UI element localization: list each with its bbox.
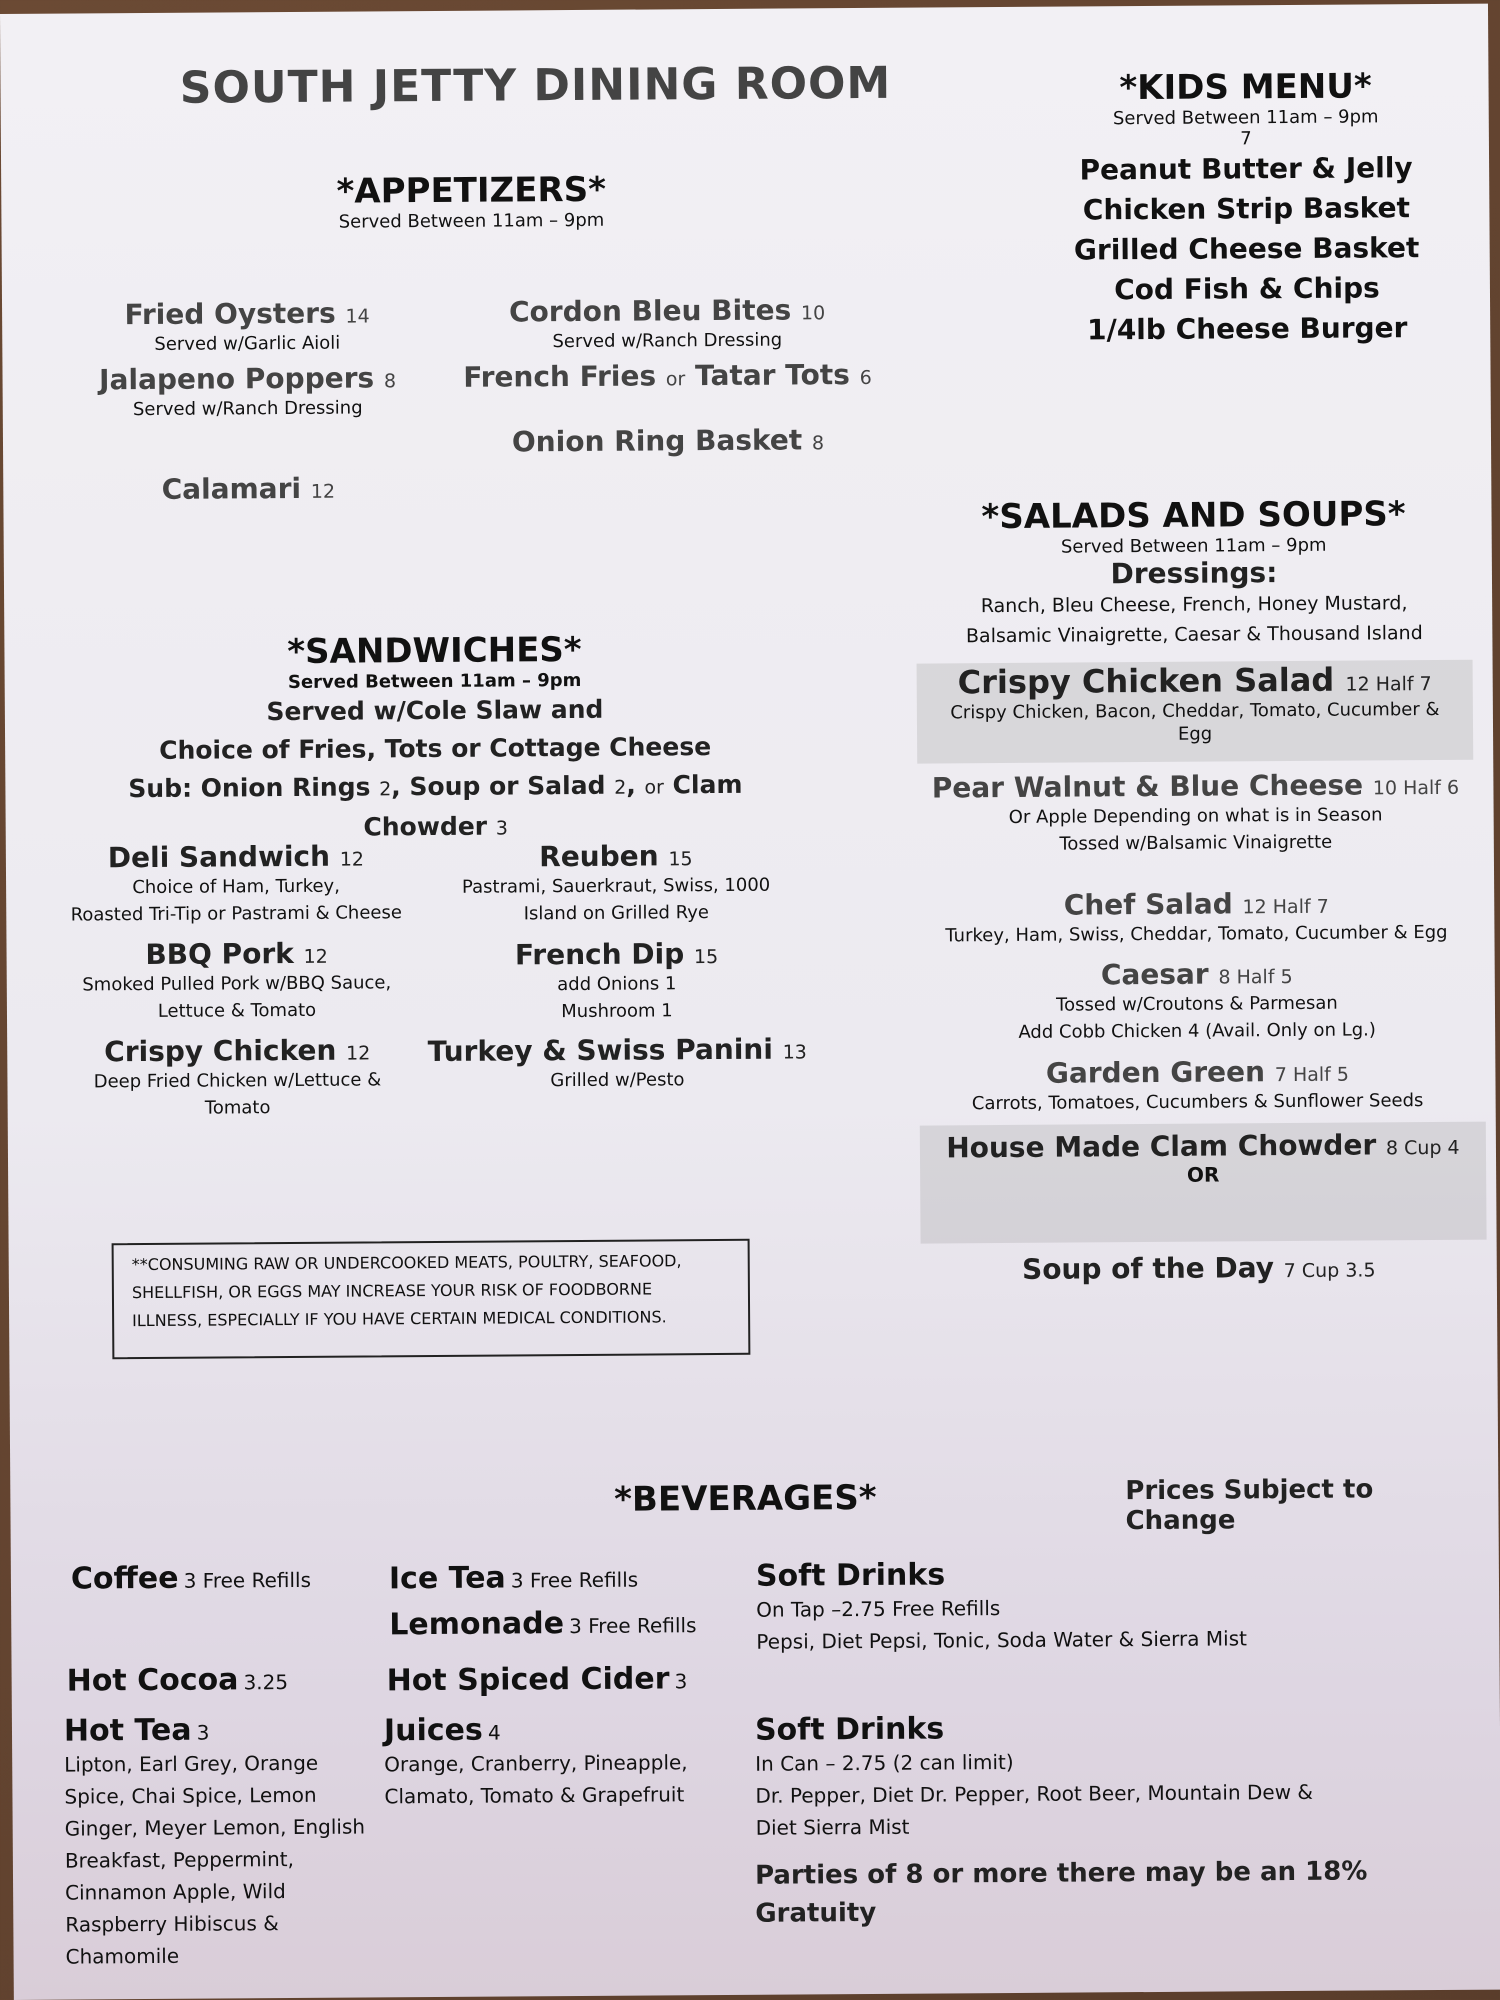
item-price: 12 (310, 480, 336, 503)
menu-item-french-dip (446, 937, 787, 1026)
bev-name: Soft Drinks (755, 1557, 946, 1594)
item-name-2: Tatar Tots (694, 358, 851, 393)
bev-desc: Cinnamon Apple, Wild (65, 1879, 286, 1905)
item-desc: Tomato (204, 1097, 271, 1119)
item-or: or (665, 368, 686, 391)
sub-clam-price: 3 (495, 817, 508, 840)
bev-desc: Raspberry Hibiscus & (65, 1911, 279, 1937)
bev-name: Juices (383, 1712, 483, 1749)
item-desc: Served w/Ranch Dressing (132, 397, 363, 421)
item-desc: Smoked Pulled Pork w/BBQ Sauce, (82, 972, 392, 996)
item-price: 10 (800, 302, 826, 325)
page-title: SOUTH JETTY DINING ROOM (179, 57, 892, 114)
bev-hot-cocoa (67, 1662, 347, 1699)
item-price: 10 Half 6 (1372, 776, 1460, 800)
kids-header: *KIDS MENU* (1119, 66, 1372, 109)
menu-item-fried-oysters (102, 296, 392, 358)
gratuity-note (755, 1852, 1476, 1933)
item-price: 8 (811, 432, 825, 455)
salads-header: *SALADS AND SOUPS* (981, 494, 1406, 538)
item-desc: Grilled w/Pesto (550, 1069, 685, 1092)
item-name: Chef Salad (1063, 887, 1233, 922)
bev-price: 3 (196, 1720, 210, 1745)
bev-desc: Chamomile (65, 1943, 180, 1969)
bev-juices (384, 1711, 715, 1812)
gratuity-line: Gratuity (755, 1897, 877, 1929)
sub-clam-chowder: Clam Chowder (363, 769, 743, 842)
menu-item-deli-sandwich (46, 839, 427, 929)
sub-soup-salad: Soup or Salad (409, 770, 606, 802)
appetizers-served: Served Between 11am – 9pm (338, 209, 605, 233)
menu-item-turkey-panini (422, 1032, 812, 1095)
kids-item: 1/4lb Cheese Burger (1086, 311, 1408, 347)
item-name: French Fries (463, 359, 657, 394)
kids-item: Cod Fish & Chips (1114, 271, 1380, 307)
bev-price: 3 Free Refills (510, 1567, 639, 1593)
item-desc: Tossed w/Balsamic Vinaigrette (1059, 831, 1333, 855)
dressings-line: Balsamic Vinaigrette, Caesar & Thousand Island (965, 622, 1423, 648)
kids-item: Grilled Cheese Basket (1073, 231, 1420, 267)
bev-desc: Breakfast, Peppermint, (64, 1846, 295, 1873)
prices-note-text: Prices Subject to Change (1125, 1474, 1374, 1537)
bev-name: Hot Cocoa (66, 1662, 239, 1699)
item-price: 12 Half 7 (1242, 895, 1329, 919)
bev-name: Hot Tea (63, 1712, 192, 1749)
menu-item-onion-ring (493, 423, 843, 458)
item-price: 7 Cup 3.5 (1283, 1259, 1376, 1283)
notice-line: **CONSUMING RAW OR UNDERCOOKED MEATS, POULTRY, SEAFOOD, (131, 1251, 682, 1275)
menu-item-calamari (133, 471, 363, 506)
sandwiches-header: *SANDWICHES* (287, 629, 582, 673)
bev-desc: Spice, Chai Spice, Lemon (64, 1782, 317, 1809)
item-desc: Egg (1177, 723, 1213, 745)
menu-item-pear-walnut (925, 768, 1466, 859)
kids-menu-section (1060, 66, 1432, 351)
item-price: 14 (345, 305, 370, 328)
item-desc: Deep Fried Chicken w/Lettuce & (93, 1069, 382, 1093)
salads-served: Served Between 11am – 9pm (1060, 534, 1327, 558)
item-desc: Add Cobb Chicken 4 (Avail. Only on Lg.) (1018, 1019, 1376, 1043)
bev-name: Coffee (70, 1560, 179, 1597)
bev-name: Soft Drinks (754, 1711, 945, 1748)
kids-served: Served Between 11am – 9pm (1112, 106, 1379, 130)
item-name: Crispy Chicken (104, 1033, 337, 1069)
item-name: Crispy Chicken Salad (957, 660, 1335, 702)
item-name: Turkey & Swiss Panini (427, 1032, 774, 1069)
sandwiches-sub-line: Sub: Onion Rings 2, Soup or Salad 2, or Clam Chowder 3 (128, 769, 743, 842)
item-price: 12 (303, 945, 328, 968)
menu-item-caesar (927, 956, 1468, 1047)
item-name: Onion Ring Basket (511, 423, 803, 459)
menu-item-chef-salad (916, 886, 1476, 950)
item-name: Fried Oysters (124, 296, 336, 332)
item-desc: Island on Grilled Rye (523, 902, 709, 925)
item-name: Garden Green (1045, 1055, 1266, 1090)
bev-price: 3.25 (243, 1670, 289, 1695)
item-name: Deli Sandwich (107, 839, 331, 875)
beverages-header (580, 1478, 910, 1520)
item-desc: Mushroom 1 (561, 1000, 673, 1023)
bev-price: 3 Free Refills (569, 1613, 697, 1639)
bev-price: 3 (674, 1669, 688, 1694)
item-price: 12 (346, 1042, 371, 1065)
notice-line: SHELLFISH, OR EGGS MAY INCREASE YOUR RISK OF FOODBORNE (131, 1279, 653, 1303)
item-desc: Lettuce & Tomato (157, 999, 317, 1022)
menu-item-crispy-chicken-sandwich (47, 1033, 428, 1123)
beverages-title: *BEVERAGES* (614, 1477, 877, 1520)
item-desc: Choice of Ham, Turkey, (132, 875, 340, 899)
salads-section (923, 494, 1464, 652)
sub-onion-rings: Sub: Onion Rings (128, 772, 371, 804)
bev-desc: Pepsi, Diet Pepsi, Tonic, Soda Water & Sierra Mist (756, 1626, 1248, 1654)
sub-or: or (644, 776, 664, 799)
bev-desc: Diet Sierra Mist (755, 1814, 910, 1840)
appetizers-header: *APPETIZERS* (336, 169, 607, 212)
dressings-line: Ranch, Bleu Cheese, French, Honey Mustard, (980, 592, 1408, 618)
menu-item-bbq-pork (46, 936, 427, 1026)
bev-name: Hot Spiced Cider (386, 1661, 670, 1699)
item-name: Reuben (539, 839, 659, 874)
menu-item-cordon-bleu (492, 293, 842, 355)
item-price: 8 Half 5 (1218, 965, 1293, 989)
item-desc: Served w/Garlic Aioli (154, 332, 341, 355)
bev-ice-tea (389, 1559, 689, 1596)
item-desc: Served w/Ranch Dressing (552, 329, 783, 353)
item-price: 8 Cup 4 (1385, 1136, 1460, 1160)
kids-item: Chicken Strip Basket (1082, 191, 1411, 227)
item-price: 12 Half 7 (1345, 673, 1432, 696)
item-desc: Turkey, Ham, Swiss, Cheddar, Tomato, Cucumber & Egg (945, 921, 1448, 947)
menu-page (0, 4, 1500, 2000)
item-name: French Dip (514, 937, 685, 972)
item-name: House Made Clam Chowder (946, 1128, 1377, 1165)
item-name: Jalapeno Poppers (98, 361, 375, 397)
bev-soft-drinks-can (755, 1708, 1476, 1844)
bev-desc: In Can – 2.75 (2 can limit) (755, 1749, 1014, 1776)
bev-hot-tea (64, 1711, 386, 1972)
bev-desc: On Tap –2.75 Free Refills (756, 1596, 1001, 1622)
item-desc: Or Apple Depending on what is in Season (1008, 804, 1383, 828)
bev-price: 4 (487, 1720, 501, 1745)
bev-hot-spiced-cider (387, 1661, 707, 1698)
dressings-label: Dressings: (1110, 556, 1278, 591)
item-desc: Pastrami, Sauerkraut, Swiss, 1000 (461, 874, 771, 898)
item-price: 12 (339, 848, 365, 871)
bev-price: 3 Free Refills (183, 1567, 312, 1593)
sandwiches-served: Served Between 11am – 9pm (287, 669, 582, 694)
item-name: BBQ Pork (145, 936, 294, 972)
item-or: OR (1186, 1162, 1220, 1187)
bev-name: Lemonade (389, 1606, 565, 1643)
menu-item-garden-green (927, 1054, 1467, 1118)
item-desc: Crispy Chicken, Bacon, Cheddar, Tomato, Cucumber & (950, 698, 1440, 724)
menu-item-soup-of-day (929, 1250, 1469, 1287)
menu-item-crispy-chicken-salad (917, 660, 1474, 764)
sandwiches-line2: Choice of Fries, Tots or Cottage Cheese (159, 732, 712, 765)
item-name: Soup of the Day (1021, 1251, 1275, 1286)
kids-item: Peanut Butter & Jelly (1079, 151, 1413, 187)
bev-desc: Orange, Cranberry, Pineapple, (384, 1750, 688, 1777)
bev-desc: Clamato, Tomato & Grapefruit (384, 1782, 685, 1809)
menu-item-reuben (446, 839, 787, 928)
item-price: 7 Half 5 (1274, 1063, 1350, 1087)
kids-price: 7 (1240, 128, 1252, 150)
sandwiches-line1: Served w/Cole Slaw and (266, 694, 604, 727)
gratuity-line: Parties of 8 or more there may be an 18% (754, 1856, 1368, 1891)
item-name: Cordon Bleu Bites (508, 293, 792, 329)
prices-note (1125, 1474, 1485, 1537)
item-name: Calamari (161, 471, 302, 506)
food-safety-notice (112, 1239, 751, 1359)
item-price: 13 (782, 1041, 807, 1064)
menu-item-fries-tots (462, 358, 872, 394)
sub-soup-price: 2 (614, 776, 627, 799)
bev-desc: Dr. Pepper, Diet Dr. Pepper, Root Beer, Mountain Dew & (755, 1779, 1314, 1808)
sub-onion-price: 2 (379, 778, 392, 801)
appetizers-section (271, 169, 671, 233)
item-price: 6 (859, 366, 872, 390)
notice-line: ILLNESS, ESPECIALLY IF YOU HAVE CERTAIN MEDICAL CONDITIONS. (132, 1307, 667, 1331)
sandwiches-section (64, 628, 805, 850)
item-price: 8 (383, 370, 397, 393)
menu-item-clam-chowder (920, 1122, 1487, 1244)
item-desc: Roasted Tri-Tip or Pastrami & Cheese (70, 902, 402, 926)
item-desc: Carrots, Tomatoes, Cucumbers & Sunflower Seeds (971, 1090, 1424, 1115)
bev-lemonade (389, 1605, 709, 1642)
item-desc: Tossed w/Croutons & Parmesan (1056, 992, 1338, 1016)
bev-desc: Ginger, Meyer Lemon, English (64, 1814, 366, 1841)
item-price: 15 (668, 848, 693, 871)
bev-desc: Lipton, Earl Grey, Orange (64, 1750, 319, 1777)
item-name: Pear Walnut & Blue Cheese (931, 768, 1364, 805)
item-name: Caesar (1100, 957, 1209, 992)
bev-soft-drinks-tap (756, 1554, 1477, 1658)
bev-name: Ice Tea (388, 1560, 506, 1597)
bev-coffee (71, 1560, 351, 1597)
menu-item-jalapeno-poppers (82, 361, 412, 423)
item-desc: add Onions 1 (557, 973, 677, 996)
item-price: 15 (693, 946, 719, 969)
